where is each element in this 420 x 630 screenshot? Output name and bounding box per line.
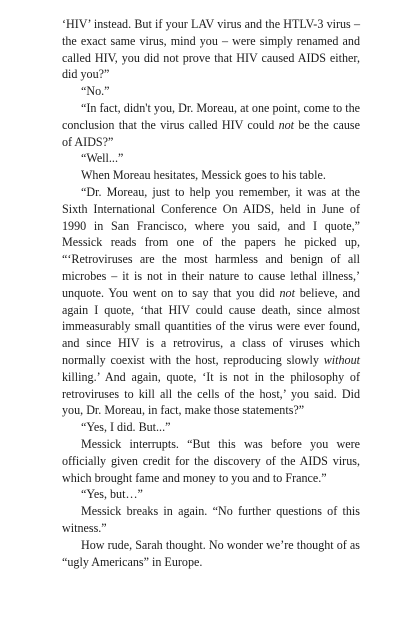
paragraph: [62, 184, 360, 419]
paragraph: [62, 167, 360, 184]
text-run: “No.”: [81, 84, 110, 99]
text-run: ‘HIV’ instead. But if your LAV virus and the HTLV-3 virus – the exact same virus, mind you – were simply renamed and called HIV, you did not prove that HIV caused AIDS either, did you?”: [62, 17, 360, 82]
text-run: killing.’ And again, quote, ‘It is not in the philosophy of retroviruses to kill all the cells of the host,’ you said. Did you, Dr. Moreau, in fact, make those statements?”: [62, 369, 360, 418]
paragraph: [62, 100, 360, 150]
body-text: [62, 16, 360, 570]
paragraph: [62, 537, 360, 571]
text-run: Messick interrupts. “But this was before you were officially given credit for the discovery of the AIDS virus, which brought fame and money to you and to France.”: [62, 436, 360, 485]
text-run: When Moreau hesitates, Messick goes to his table.: [81, 168, 326, 183]
paragraph: [62, 16, 360, 83]
emphasized-text: not: [278, 117, 295, 132]
text-run: “Dr. Moreau, just to help you remember, it was at the Sixth International Conference On AIDS, held in June of 1990 in San Francisco, where you said, and I quote,” Messick reads from one of the papers he picked up, “‘Retroviruses are the most harmless and benign of all microbes – it is not in their nature to cause lethal illness,’ unquote. You went on to say that you did: [62, 184, 360, 300]
paragraph: [62, 436, 360, 486]
paragraph: [62, 419, 360, 436]
paragraph: [62, 83, 360, 100]
text-run: believe, and again I quote, ‘that HIV could cause death, since almost immeasurably small quantities of the virus were ever found, and since HIV is a retrovirus, a class of viruses which normally coexist with the host, reproducing slowly: [62, 285, 360, 367]
emphasized-text: not: [279, 285, 295, 300]
text-run: “Yes, but…”: [81, 487, 143, 502]
emphasized-text: without: [323, 352, 360, 367]
text-run: “Yes, I did. But...”: [81, 420, 171, 435]
text-run: be the cause of AIDS?”: [62, 117, 360, 149]
text-run: “In fact, didn't you, Dr. Moreau, at one point, come to the conclusion that the virus called HIV could: [62, 100, 360, 132]
text-run: How rude, Sarah thought. No wonder we’re thought of as “ugly Americans” in Europe.: [62, 537, 360, 569]
paragraph: [62, 486, 360, 503]
text-run: Messick breaks in again. “No further questions of this witness.”: [62, 504, 360, 535]
paragraph: [62, 150, 360, 167]
paragraph: [62, 503, 360, 537]
text-run: “Well...”: [81, 151, 124, 166]
